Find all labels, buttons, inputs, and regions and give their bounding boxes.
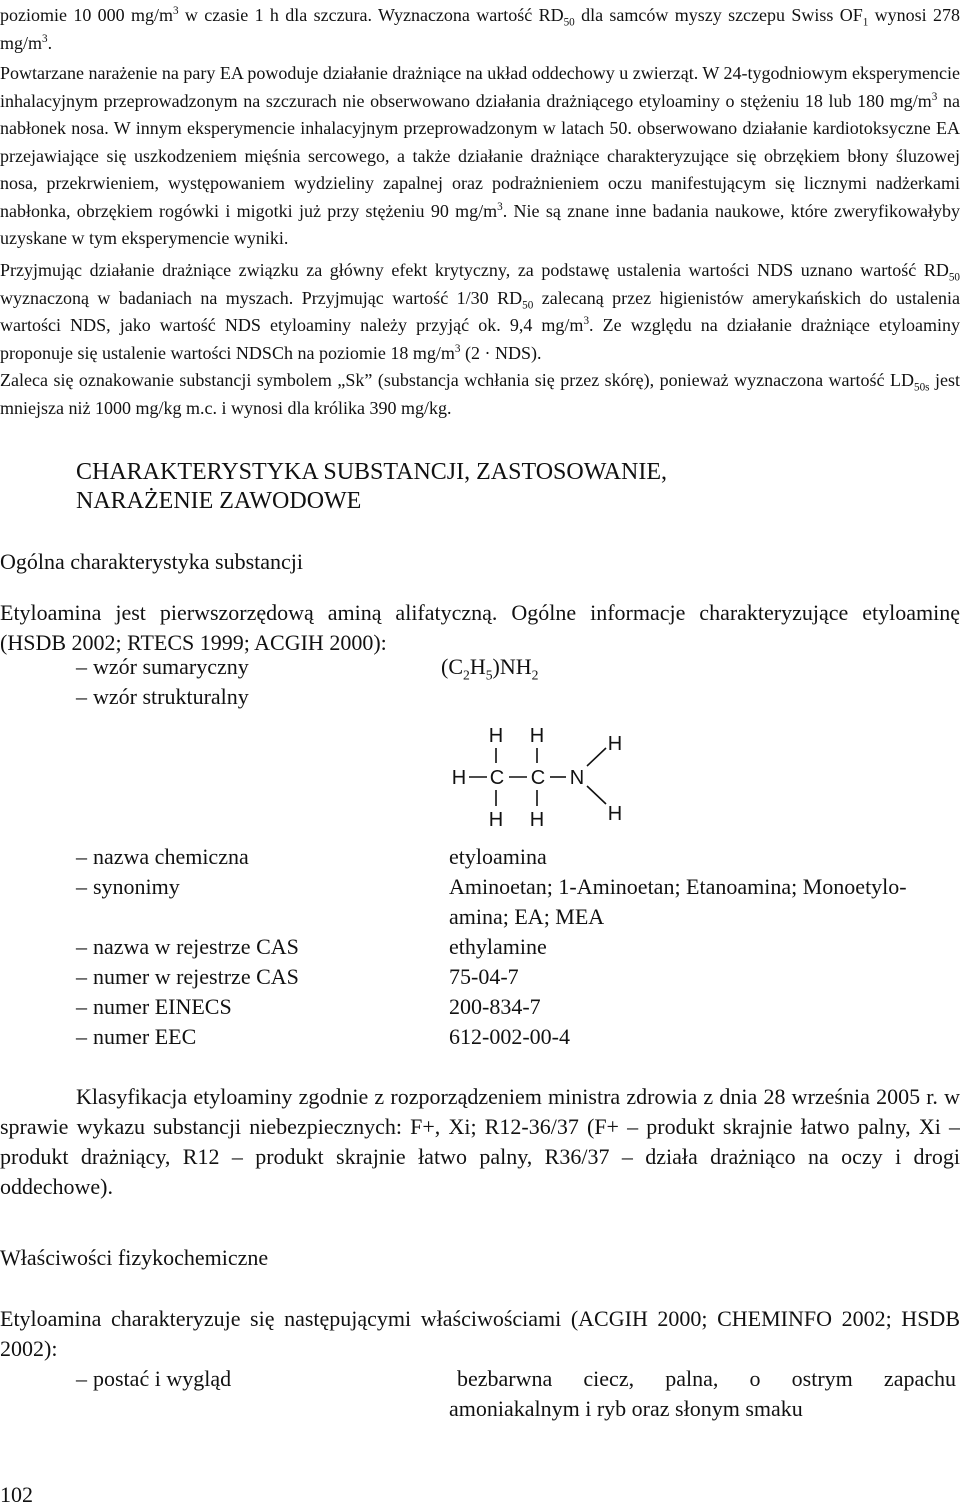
superscript: 3 [42, 32, 48, 45]
superscript: 3 [173, 5, 179, 17]
text-run: zalecaną przez higienistów amerykańskich do ustalenia wartości NDS, jako wartość NDS etyloaminy należy przyjąć ok. 9,4 mg/m [0, 287, 960, 335]
section-heading-main [76, 458, 667, 516]
text-run: Powtarzane narażenie na pary EA powoduje działanie drażniące na układ oddechowy u zwierząt. W 24-tygodniowym eksperymencie inhalacyjnym przeprowadzonym na szczurach nie obserwowano działania drażniącego etyloaminy o stężeniu 18 lub 180 mg/m [0, 63, 960, 111]
prop-value-cont: amina; EA; MEA [449, 904, 605, 929]
atom-h-bot1: H [488, 809, 504, 831]
text-run: dla samców myszy szczepu Swiss OF [574, 5, 863, 25]
dash-marker: – [76, 1366, 87, 1391]
paragraph-repeated-exposure [0, 60, 960, 253]
prop-value-cont: amoniakalnym i ryb oraz słonym smaku [449, 1396, 803, 1421]
text-run: . Nie są znane inne badania naukowe, które zweryfikowałyby uzyskane w tym eksperymencie wyniki. [0, 200, 960, 248]
subheading-general: Ogólna charakterystyka substancji [0, 549, 304, 574]
dash-marker: – [76, 964, 87, 989]
prop-value: bezbarwna ciecz, palna, o ostrym zapachu [457, 1366, 956, 1391]
formula-label: wzór sumaryczny [93, 654, 249, 679]
atom-h-top1: H [488, 725, 504, 747]
text-run: H [469, 654, 486, 679]
text-run: wyznaczoną w badaniach na myszach. Przyjmując wartość 1/30 RD [0, 287, 523, 308]
prop-value: ethylamine [449, 934, 547, 959]
subscript: 50 [563, 16, 575, 29]
page-number: 102 [0, 1482, 33, 1507]
prop-value: 200-834-7 [449, 994, 541, 1019]
heading-line: NARAŻENIE ZAWODOWE [76, 488, 362, 514]
prop-value: Aminoetan; 1-Aminoetan; Etanoamina; Monoetylo- [449, 874, 907, 899]
paragraph-continuation [0, 2, 960, 57]
superscript: 3 [454, 342, 461, 355]
paragraph-nds-basis [0, 257, 960, 367]
atom-c1: C [489, 767, 505, 789]
subheading-physchem: Właściwości fizykochemiczne [0, 1245, 269, 1270]
text-run: (C [441, 654, 463, 679]
subscript: 50 [522, 299, 534, 312]
prop-label: numer EINECS [93, 994, 232, 1019]
paragraph-classification: Klasyfikacja etyloaminy zgodnie z rozporządzeniem ministra zdrowia z dnia 28 września 2005 r. w sprawie wykazu substancji niebezpiecznych: F+, Xi; R12-36/37 (F+ – produkt skrajnie łatwo palny, Xi – produkt drażniący, R12 – produkt skrajnie łatwo palny, R36/37 – działa drażniąco na oczy i drogi oddechowe). [0, 1084, 960, 1199]
structural-formula-label: wzór strukturalny [93, 684, 249, 709]
text-run: jest mniejsza niż 1000 mg/kg m.c. i wynosi dla królika 390 mg/kg. [0, 370, 960, 418]
prop-value: 612-002-00-4 [449, 1024, 570, 1049]
dash-marker: – [76, 874, 87, 899]
text-run: )NH [492, 654, 532, 679]
text-run: Przyjmując działanie drażniące związku za główny efekt krytyczny, za podstawę ustalenia wartości NDS uznano wartość RD [0, 260, 949, 280]
prop-row-einecs [76, 992, 960, 1022]
dash-marker: – [76, 1024, 87, 1049]
atom-h-top2: H [529, 725, 545, 747]
prop-row-cas-name [76, 932, 960, 962]
dash-marker: – [76, 684, 87, 709]
dash-marker: – [76, 934, 87, 959]
prop-value: 75-04-7 [449, 964, 519, 989]
subscript: 50s [914, 381, 930, 394]
atom-h-left: H [451, 767, 467, 789]
prop-value: etyloamina [449, 844, 547, 869]
atom-n: N [569, 767, 585, 789]
superscript: 3 [931, 90, 938, 103]
subscript: 1 [862, 16, 869, 29]
prop-row-appearance [76, 1364, 960, 1424]
text-run: poziomie 10 000 mg/m [0, 5, 174, 25]
bond-n-htop [587, 748, 606, 766]
paragraph-general-info: Etyloamina jest pierwszorzędową aminą alifatyczną. Ogólne informacje charakteryzujące etyloaminę (HSDB 2002; RTECS 1999; ACGIH 2000): [0, 600, 960, 655]
prop-row-eec [76, 1022, 960, 1052]
subscript: 5 [485, 667, 493, 683]
text-run: na nabłonek nosa. W innym eksperymencie inhalacyjnym przeprowadzonym w latach 50. obserwowano działanie kardiotoksyczne EA przejawiające się uszkodzeniem mięśnia sercowego, a także działanie drażniące charakteryzujące się obrzękiem błony śluzowej nosa, przekrwieniem, występowaniem wydzieliny zapalnej oraz podrażnieniem oczu manifestującym się licznymi nadżerkami nabłonka, obrzękiem rogówki i migotki już przy stężeniu 90 mg/m [0, 90, 960, 221]
text-run: wynosi 278 mg/m [0, 5, 960, 53]
prop-label: nazwa chemiczna [93, 844, 249, 869]
text-run: . [47, 32, 53, 53]
prop-label: synonimy [93, 874, 180, 899]
atom-h-bot3: H [607, 803, 623, 825]
prop-label: numer EEC [93, 1024, 197, 1049]
prop-label: nazwa w rejestrze CAS [93, 934, 299, 959]
text-run: w czasie 1 h dla szczura. Wyznaczona wartość RD [178, 5, 564, 25]
dash-marker: – [76, 994, 87, 1019]
subscript: 2 [463, 667, 470, 683]
text-run: Zaleca się oznakowanie substancji symbolem „Sk” (substancja wchłania się przez skórę), ponieważ wyznaczona wartość LD [0, 370, 915, 390]
prop-label: numer w rejestrze CAS [93, 964, 299, 989]
dash-marker: – [76, 844, 87, 869]
atom-h-bot2: H [529, 809, 545, 831]
structural-formula-diagram [440, 716, 650, 836]
heading-line: CHARAKTERYSTYKA SUBSTANCJI, ZASTOSOWANIE, [76, 459, 668, 485]
dash-marker: – [76, 654, 87, 679]
structural-formula-row [76, 682, 476, 712]
superscript: 3 [583, 315, 590, 327]
subscript: 2 [531, 667, 539, 683]
prop-row-chemical-name [76, 842, 960, 872]
atom-h-top3: H [607, 733, 623, 755]
formula-value [441, 652, 538, 682]
prop-row-synonyms [76, 872, 960, 932]
prop-row-cas-number [76, 962, 960, 992]
superscript: 3 [497, 200, 503, 213]
paragraph-skin-notation [0, 367, 960, 422]
atom-c2: C [530, 767, 546, 789]
paragraph-physchem-intro: Etyloamina charakteryzuje się następującymi właściwościami (ACGIH 2000; CHEMINFO 2002; HSDB 2002): [0, 1306, 960, 1361]
bond-n-hbot [587, 786, 606, 804]
text-run: (2 · NDS). [460, 342, 542, 363]
text-run: . Ze względu na działanie drażniące etyloaminy proponuje się ustalenie wartości NDSCh na poziomie 18 mg/m [0, 315, 960, 363]
subscript: 50 [948, 271, 960, 284]
prop-label: postać i wygląd [93, 1366, 232, 1391]
formula-row [76, 652, 936, 682]
